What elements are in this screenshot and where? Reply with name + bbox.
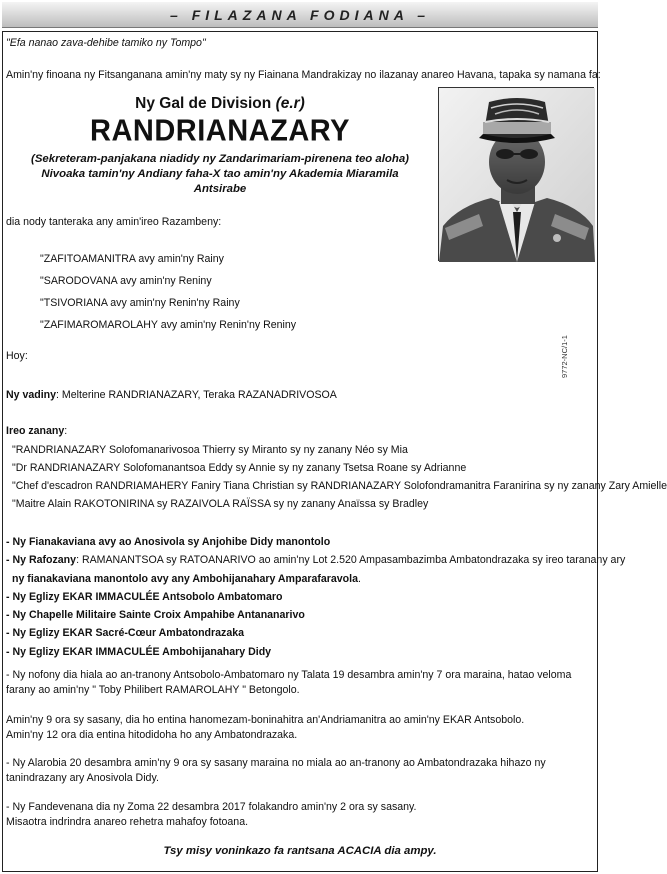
child-item: "Dr RANDRIANAZARY Solofomanantsoa Eddy sy Annie sy ny zanany Tsetsa Roane sy Adrianne — [12, 462, 467, 474]
rank-text: Ny Gal de Division — [135, 95, 272, 112]
rank-suffix: (e.r) — [275, 95, 305, 112]
notice-header: – FILAZANA FODIANA – — [2, 2, 598, 28]
lineage-item: "ZAFITOAMANITRA avy amin'ny Rainy — [40, 253, 224, 265]
role-line-2: Nivoaka tamin'ny Andiany faha-X tao amin'ny Akademia Miaramila — [41, 168, 399, 181]
child-item: "Chef d'escadron RANDRIAMAHERY Faniry Tiana Christian sy RANDRIANAZARY Solofondramanitra Faranirina sy ny zanany Zary Amielle — [12, 480, 667, 492]
lineage-list — [40, 248, 296, 336]
family-item: - Ny Eglizy EKAR Sacré-Cœur Ambatondrazaka — [6, 627, 245, 640]
side-reference-code: 9772-NC/1-1 — [560, 335, 569, 378]
family-item: - Ny Eglizy EKAR IMMACULÉE Ambohijanahary Didy — [6, 645, 272, 658]
inlaws-cont-end: . — [357, 572, 361, 585]
family-item: - Ny Eglizy EKAR IMMACULÉE Antsobolo Ambatomaro — [6, 590, 283, 603]
portrait-photo — [438, 87, 594, 261]
role-line-3: Antsirabe — [193, 183, 247, 196]
family-item-inlaws-cont — [6, 570, 625, 588]
families-list — [6, 533, 625, 661]
family-item: - Ny Chapelle Militaire Sainte Croix Ampahibe Antananarivo — [6, 609, 305, 622]
widow-text: : Melterine RANDRIANAZARY, Teraka RAZANADRIVOSOA — [56, 389, 337, 401]
notice-burial-line-1: - Ny Fandevenana dia ny Zoma 22 desambra 2017 folakandro amin'ny 2 ora sy sasany. — [6, 801, 417, 813]
role-line-1: (Sekreteram-panjakana niadidy ny Zandarimariam-pirenena teo aloha) — [31, 153, 409, 165]
opening-quote: "Efa nanao zava-dehibe tamiko ny Tompo" — [6, 37, 206, 49]
notice-burial — [6, 800, 596, 829]
children-list — [12, 441, 667, 513]
widow-label: Ny vadiny — [6, 389, 57, 401]
child-item: "RANDRIANAZARY Solofomanarivosoa Thierry sy Miranto sy ny zanany Néo sy Mia — [12, 444, 408, 456]
lineage-item: "SARODOVANA avy amin'ny Reniny — [40, 275, 212, 287]
inlaws-cont-bold: ny fianakaviana manontolo avy any Ambohijanahary Amparafaravola — [12, 572, 358, 585]
family-item: - Ny Fianakaviana avy ao Anosivola sy Anjohibe Didy manontolo — [6, 536, 331, 548]
notice-service — [6, 713, 596, 742]
notice-burial-line-2: Misaotra indrindra anareo rehetra mahafoy fotoana. — [6, 815, 249, 828]
notice-service-line-2: Amin'ny 12 ora dia entina hitodidoha ho any Ambatondrazaka. — [6, 728, 298, 741]
lineage-item: "TSIVORIANA avy amin'ny Renin'ny Rainy — [40, 297, 240, 309]
notice-departure: - Ny Alarobia 20 desambra amin'ny 9 ora sy sasany maraina no miala ao an-tranony ao Ambatondrazaka hihazo ny tanindrazany ary Anosivola Didy. — [6, 757, 546, 784]
children-heading — [6, 424, 67, 438]
ancestors-intro: dia nody tanteraka any amin'ireo Razambeny: — [6, 216, 222, 228]
hoy-label: Hoy: — [6, 350, 28, 362]
notice-viewing: - Ny nofony dia hiala ao an-tranony Antsobolo-Ambatomaro ny Talata 19 desambra amin'ny 7 ora maraina, hatao veloma farany ao amin'ny " Toby Philibert RAMAROLAHY " Betongolo. — [6, 669, 572, 696]
intro-text: Amin'ny finoana ny Fitsanganana amin'ny maty sy ny Fiainana Mandrakizay no ilazanay anareo Havana, tapaka sy namana fa: — [6, 69, 601, 81]
footer-note: Tsy misy voninkazo fa rantsana ACACIA dia ampy. — [163, 845, 437, 857]
children-label: Ireo zanany — [6, 425, 65, 437]
inlaws-label: - Ny Rafozany — [6, 554, 77, 567]
child-item: "Maitre Alain RAKOTONIRINA sy RAZAIVOLA RAÏSSA sy ny zanany Anaïssa sy Bradley — [12, 498, 429, 510]
lineage-item: "ZAFIMAROMAROLAHY avy amin'ny Renin'ny Reniny — [40, 319, 297, 331]
children-label-colon: : — [64, 425, 68, 437]
family-item-inlaws — [6, 551, 625, 569]
widow-line — [6, 388, 337, 402]
deceased-name: RANDRIANAZARY — [90, 114, 350, 148]
portrait-image — [439, 88, 595, 262]
deceased-roles — [0, 152, 440, 197]
notice-service-line-1: Amin'ny 9 ora sy sasany, dia ho entina hanomezam-boninahitra an'Andriamanitra ao amin'ny EKAR Antsobolo. — [6, 714, 525, 726]
inlaws-text: : RAMANANTSOA sy RATOANARIVO ao amin'ny Lot 2.520 Ampasambazimba Ambatondrazaka sy ireo taranany ary — [76, 554, 626, 567]
